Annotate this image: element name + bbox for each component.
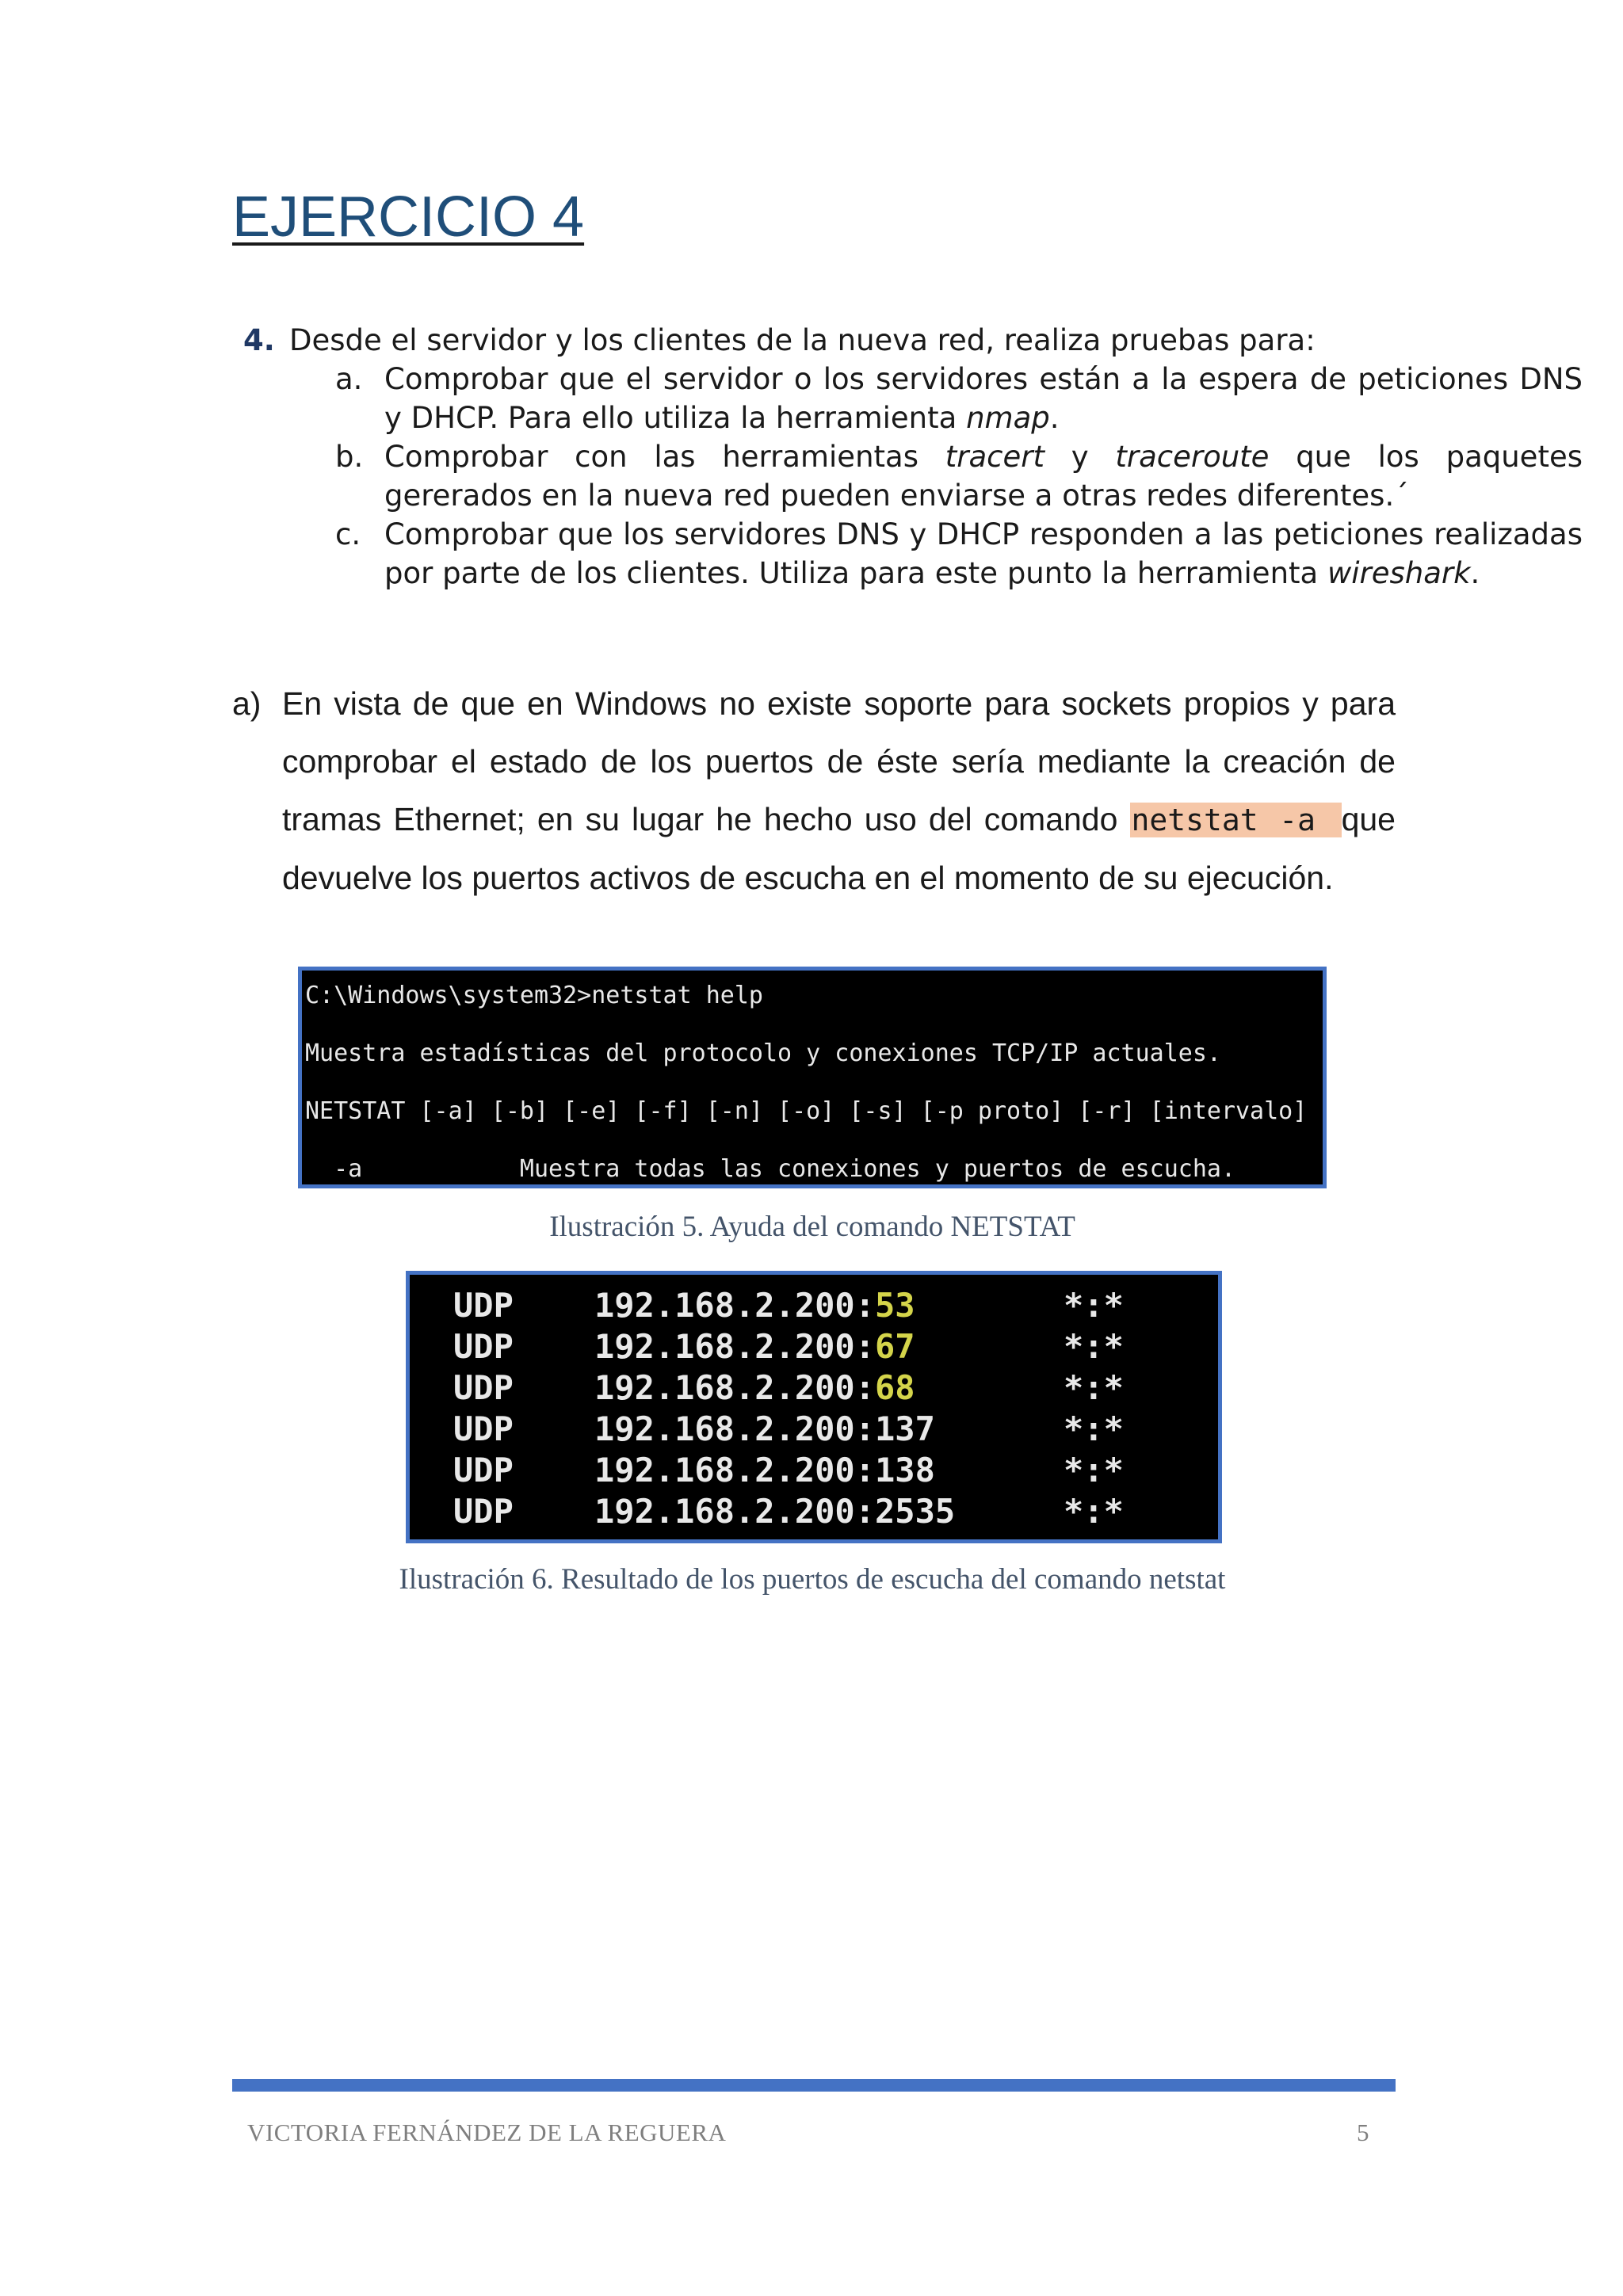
netstat-result-screenshot xyxy=(406,1271,1222,1543)
page-title: EJERCICIO 4 xyxy=(232,185,585,249)
ip-address: 192.168.2.200: xyxy=(594,1368,876,1407)
tool-name: tracert xyxy=(945,440,1044,474)
ip-address: 192.168.2.200: xyxy=(594,1286,876,1325)
protocol: UDP xyxy=(453,1327,514,1366)
terminal-line: C:\Windows\system32>netstat help xyxy=(305,982,763,1009)
ip-address: 192.168.2.200: xyxy=(594,1409,876,1448)
task-item-c xyxy=(232,515,1583,593)
inline-command: netstat -a xyxy=(1130,803,1342,837)
port: 138 xyxy=(875,1451,935,1489)
task-intro xyxy=(232,321,1516,360)
tool-name: traceroute xyxy=(1115,440,1270,474)
port: 137 xyxy=(875,1409,935,1448)
terminal-line: NETSTAT [-a] [-b] [-e] [-f] [-n] [-o] [-s] [-p proto] [-r] [intervalo] xyxy=(305,1097,1308,1125)
task-item-text: . xyxy=(1049,401,1060,435)
foreign-address: *:* xyxy=(1064,1327,1124,1366)
footer-divider xyxy=(232,2079,1396,2092)
port: 68 xyxy=(875,1368,915,1407)
task-item-text: y xyxy=(1044,440,1116,474)
local-address xyxy=(594,1286,915,1325)
protocol: UDP xyxy=(453,1368,514,1407)
task-item-text: Comprobar con las herramientas xyxy=(384,440,945,474)
netstat-row xyxy=(410,1451,1218,1492)
local-address xyxy=(594,1409,935,1448)
port: 67 xyxy=(875,1327,915,1366)
foreign-address: *:* xyxy=(1064,1368,1124,1407)
local-address xyxy=(594,1451,935,1489)
protocol: UDP xyxy=(453,1451,514,1489)
task-item-label: c. xyxy=(335,517,361,551)
ip-address: 192.168.2.200: xyxy=(594,1451,876,1489)
local-address xyxy=(594,1327,915,1366)
port: 2535 xyxy=(875,1492,956,1531)
protocol: UDP xyxy=(453,1286,514,1325)
task-item-text: . xyxy=(1470,556,1480,590)
netstat-help-screenshot xyxy=(298,967,1327,1188)
terminal-line: -a Muestra todas las conexiones y puertos de escucha. xyxy=(305,1155,1235,1183)
answer-paragraph xyxy=(232,675,1396,907)
answer-text: que devuelve los puertos activos de escucha en el momento de su ejecución. xyxy=(282,801,1396,896)
page-number: 5 xyxy=(1357,2119,1369,2146)
tool-name: nmap xyxy=(966,401,1050,435)
netstat-row xyxy=(410,1327,1218,1368)
foreign-address: *:* xyxy=(1064,1492,1124,1531)
task-item-a xyxy=(232,360,1583,437)
ip-address: 192.168.2.200: xyxy=(594,1492,876,1531)
netstat-row xyxy=(410,1286,1218,1327)
local-address xyxy=(594,1492,955,1531)
netstat-row xyxy=(410,1492,1218,1533)
foreign-address: *:* xyxy=(1064,1286,1124,1325)
answer-label: a) xyxy=(232,685,262,722)
task-item-b xyxy=(232,437,1583,515)
task-number: 4. xyxy=(243,323,275,357)
task-item-text: que los paquetes gererados en la nueva red pueden enviarse a otras redes diferentes.´ xyxy=(384,440,1583,513)
terminal-line: Muestra estadísticas del protocolo y conexiones TCP/IP actuales. xyxy=(305,1039,1221,1067)
protocol: UDP xyxy=(453,1409,514,1448)
netstat-row xyxy=(410,1368,1218,1409)
task-item-text: Comprobar que el servidor o los servidores están a la espera de peticiones DNS y DHCP. Para ello utiliza la herramienta xyxy=(384,362,1583,435)
footer-author: VICTORIA FERNÁNDEZ DE LA REGUERA xyxy=(247,2119,727,2146)
foreign-address: *:* xyxy=(1064,1409,1124,1448)
task-item-text: Comprobar que los servidores DNS y DHCP responden a las peticiones realizadas por parte de los clientes. Utiliza para este punto la herramienta xyxy=(384,517,1583,590)
figure-caption: Ilustración 6. Resultado de los puertos de escucha del comando netstat xyxy=(399,1563,1226,1596)
task-item-label: b. xyxy=(335,440,364,474)
ip-address: 192.168.2.200: xyxy=(594,1327,876,1366)
local-address xyxy=(594,1368,915,1407)
foreign-address: *:* xyxy=(1064,1451,1124,1489)
port: 53 xyxy=(875,1286,915,1325)
answer-text: En vista de que en Windows no existe soporte para sockets propios y para comprobar el estado de los puertos de éste sería mediante la creación de tramas Ethernet; en su lugar he hecho uso del comando xyxy=(282,685,1396,837)
tool-name: wireshark xyxy=(1327,556,1471,590)
task-intro-text: Desde el servidor y los clientes de la nueva red, realiza pruebas para: xyxy=(289,323,1316,357)
protocol: UDP xyxy=(453,1492,514,1531)
task-item-label: a. xyxy=(335,362,363,396)
figure-caption: Ilustración 5. Ayuda del comando NETSTAT xyxy=(549,1211,1075,1243)
netstat-row xyxy=(410,1409,1218,1451)
task-statement xyxy=(232,321,1583,593)
